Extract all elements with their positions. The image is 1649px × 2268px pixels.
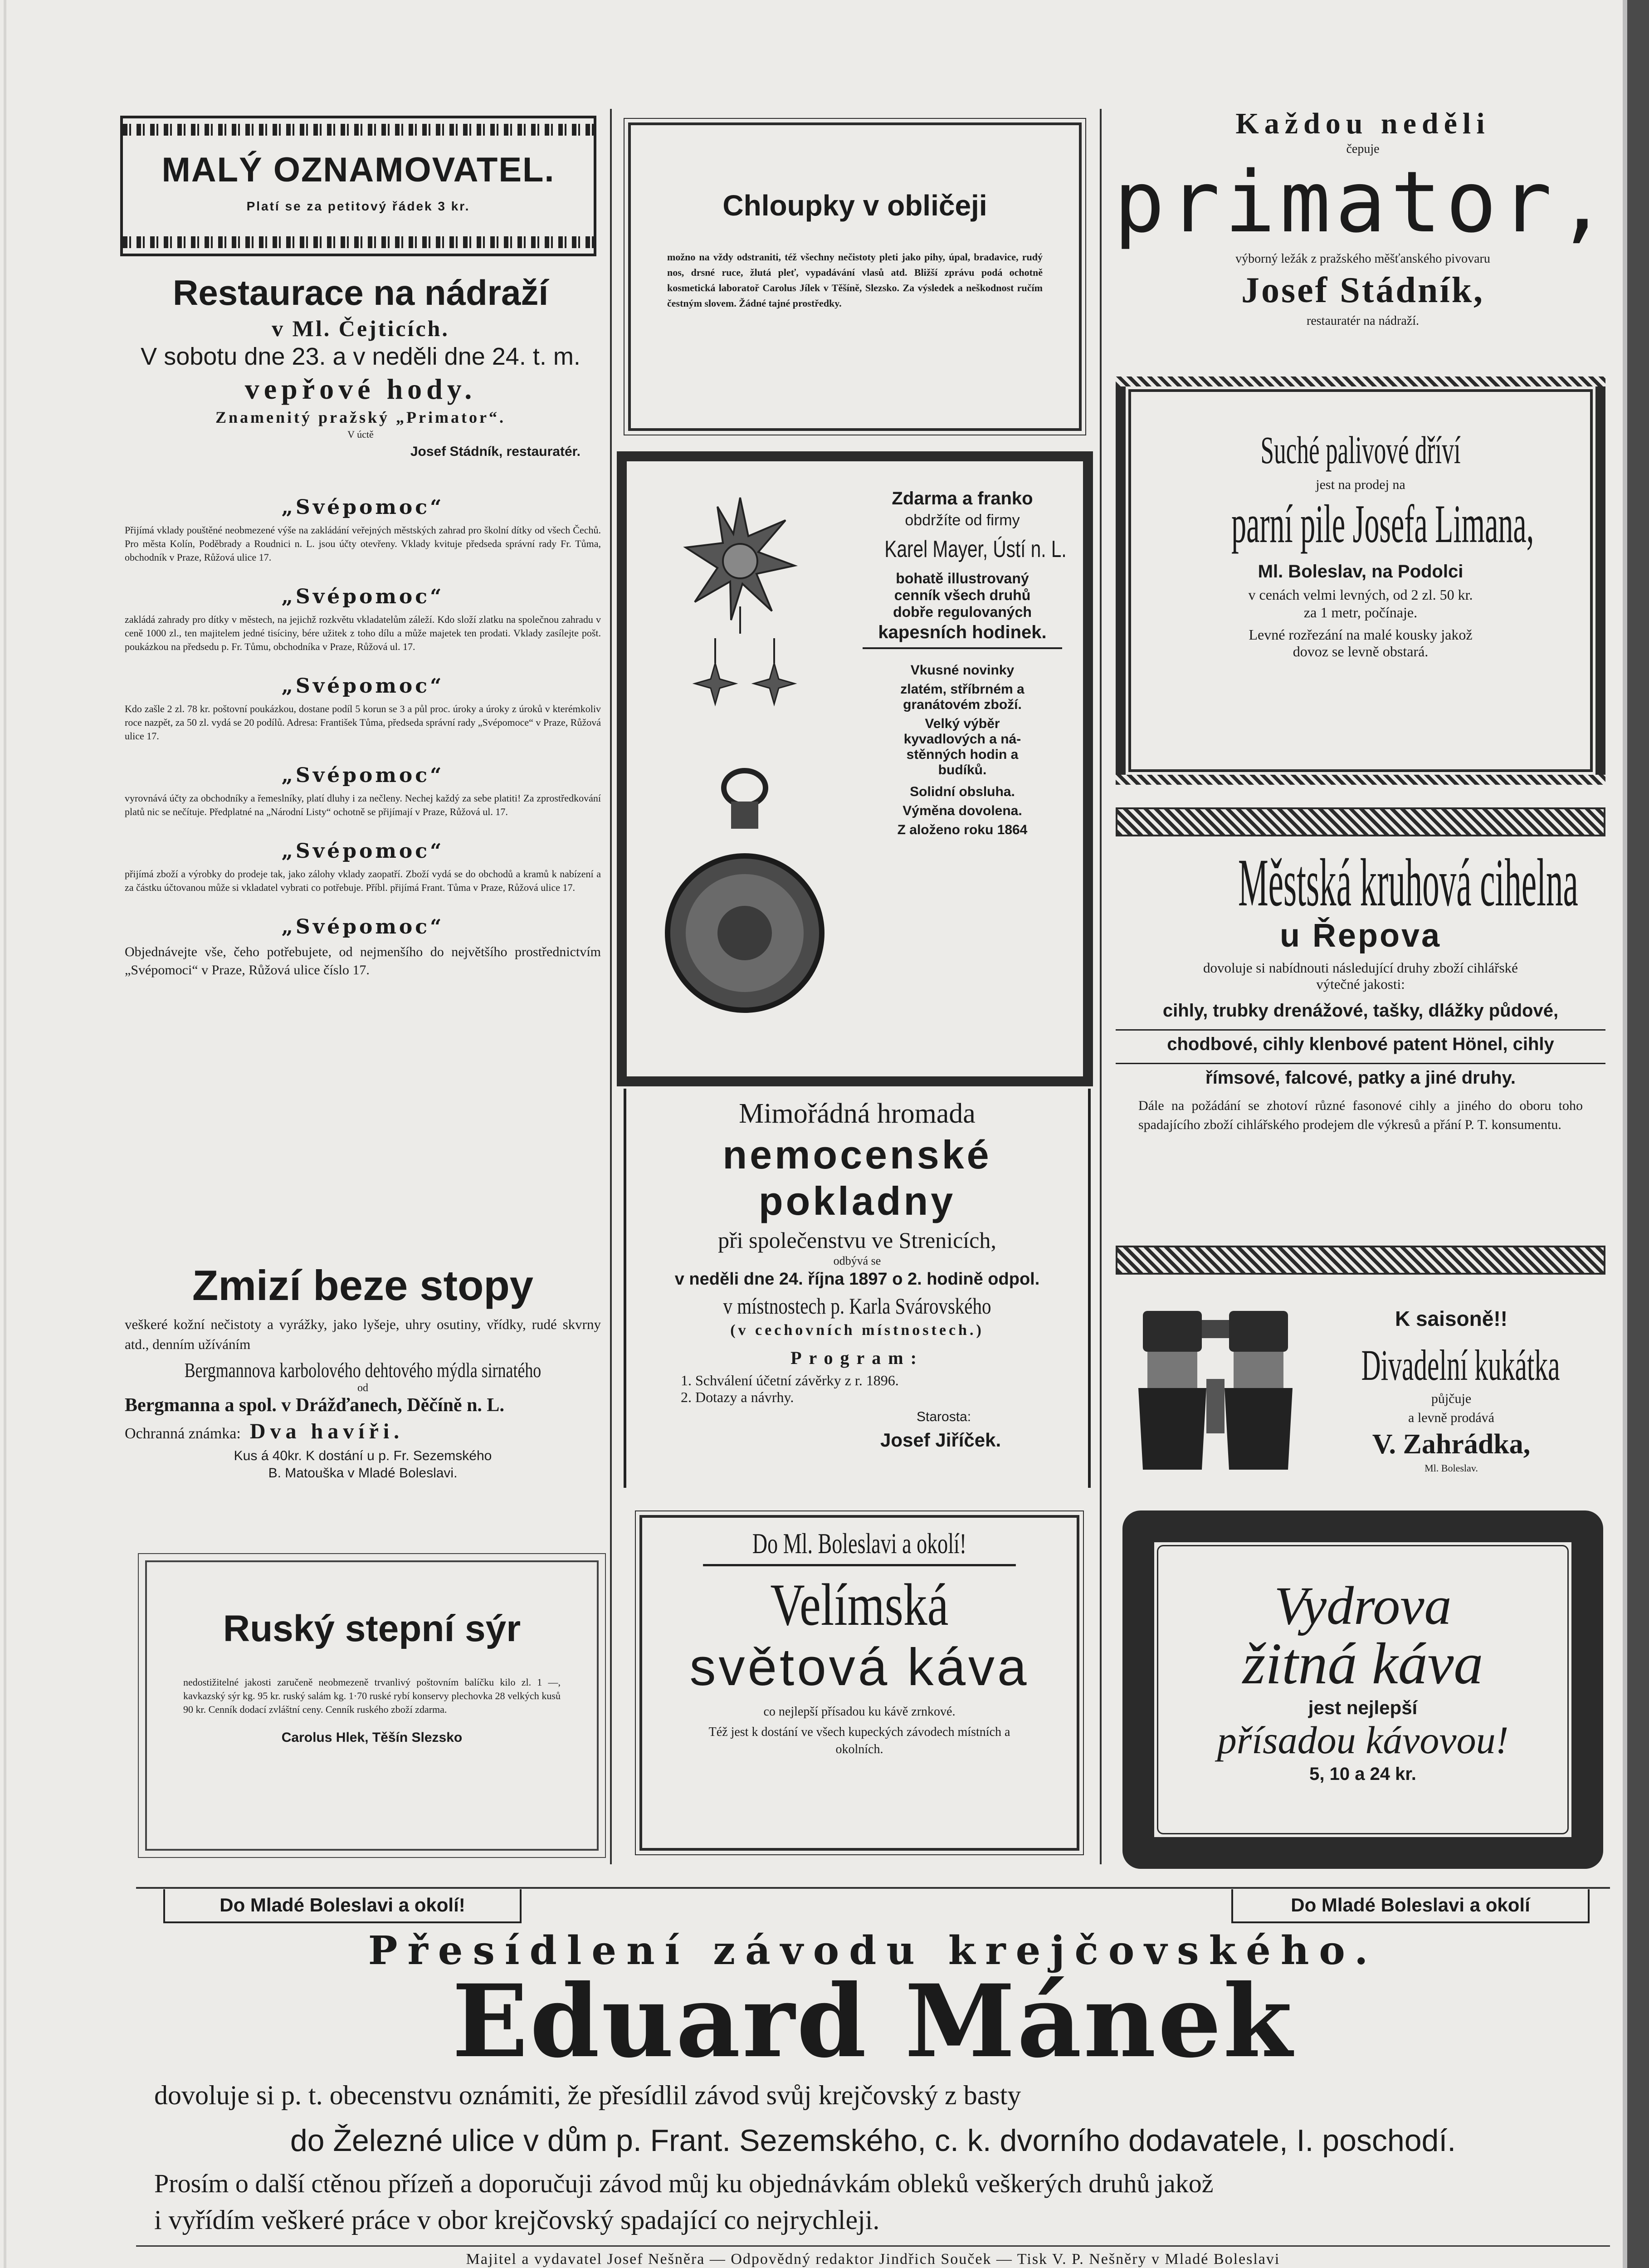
mayer-line-1: Zdarma a franko (892, 489, 1033, 508)
rusky-title: Ruský stepní sýr (223, 1608, 521, 1649)
do-right: Do Mladé Boleslavi a okolí (1291, 1894, 1530, 1916)
hromada-starosta: Starosta: (917, 1409, 971, 1424)
svepomoc-heading-3: „Svépomoc“ (281, 675, 444, 698)
bottom-line-3: Prosím o další ctěnou přízeň a doporučuji závod můj ku objednávkám obleků veškerých druhů jakož (154, 2169, 1214, 2198)
mayer-line-16: Z aloženo roku 1864 (897, 822, 1028, 837)
vydra-line-1: Vydrova (1274, 1575, 1452, 1636)
drivi-line-6: za 1 metr, počínaje. (1303, 604, 1418, 621)
kukatka-line-2: Divadelní kukátka (1361, 1341, 1560, 1389)
rusky-sign: Carolus Hlek, Těšín Slezsko (281, 1730, 463, 1745)
svepomoc-text-4: vyrovnává účty za obchodníky a řemeslníky, platí dluhy i za nečleny. Nechej každý za sebe platiti! Za zprostředkování platů nic se nečítuje. Předplatné na „Národní Listy“ ochotně se přijímají v Praze, Růžová ul. 17. (125, 792, 601, 817)
zmizi-mark: Dva havíři. (249, 1419, 404, 1443)
cihelna-line-7: římsové, falcové, patky a jiné druhy. (1116, 1063, 1605, 1088)
mayer-ad-frame (617, 451, 1093, 1086)
kukatka-ad (1116, 1297, 1605, 1488)
cihelna-border-top (1116, 807, 1605, 836)
vydra-line-2: žitná káva (1242, 1631, 1483, 1696)
mayer-line-14: Solidní obsluha. (910, 784, 1015, 799)
drivi-line-3: parní pile Josefa Limana, (1231, 494, 1534, 554)
svepomoc-text-5: přijímá zboží a výrobky do prodeje tak, jako zálohy vklady zaopatří. Zboží vydá se do obchodů a kramů k nabízení a za částku účtovanou může si vkladatel vybrati co potřebuje. Příbl. přijímá Frant. Tůma v Praze, Růžová ulice 17. (125, 868, 601, 893)
vydra-inner-frame (1157, 1545, 1569, 1834)
mayer-line-5: dobře regulovaných (893, 604, 1032, 620)
primator-kazdou: Každou neděli (1235, 107, 1490, 140)
primator-ad (1107, 107, 1619, 365)
presidleni-heading: Přesídlení závodu krejčovského. (368, 1928, 1378, 1974)
kukatka-line-4: a levně prodává (1408, 1410, 1494, 1425)
kukatka-line-1: K saisoně!! (1395, 1307, 1508, 1330)
hromada-item-1: 1. Schválení účetní závěrky z r. 1896. (681, 1372, 899, 1388)
chloupky-title: Chloupky v obličeji (722, 189, 987, 222)
drivi-line-4-text: Ml. Boleslav, na Podolci (1258, 562, 1464, 582)
primator-title: primator, (1114, 153, 1612, 251)
mayer-line-9: granátovém zboží. (903, 697, 1022, 712)
zmizi-mark-row (125, 1419, 601, 1444)
cihelna-line-1: Městská kruhová cihelna (1238, 845, 1578, 920)
cihelna-ad-frame (1116, 807, 1605, 1275)
mayer-line-2: obdržíte od firmy (905, 512, 1020, 529)
hromada-line-3: při společenstvu ve Strenicích, (718, 1227, 996, 1253)
do-right-box (1231, 1889, 1590, 1923)
drivi-line-5: v cenách velmi levných, od 2 zl. 50 kr. (1248, 587, 1473, 603)
drivi-line-7: Levné rozřezání na malé kousky jakož (1249, 626, 1473, 643)
cihelna-line-5: cihly, trubky drenážové, tašky, dlážky půdové, (1162, 1001, 1559, 1021)
zmizi-ad (125, 1261, 601, 1542)
drivi-ad-frame (1116, 376, 1605, 785)
velimska-line-3: co nejlepší přísadou ku kávě zrnkové. (763, 1705, 956, 1719)
kukatka-line-3: půjčuje (1431, 1391, 1472, 1406)
star-medal-icon (677, 489, 804, 743)
mayer-line-11: kyvadlových a ná- (903, 732, 1021, 747)
vydra-line-4: přísadou kávovou! (1217, 1718, 1509, 1762)
velimska-title-1: Velímská (770, 1571, 949, 1638)
hromada-line-6: v místnostech p. Karla Svárovského (723, 1293, 991, 1319)
restaurace-date: V sobotu dne 23. a v neděli dne 24. t. m. (141, 343, 581, 370)
bottom-line-2: do Železné ulice v dům p. Frant. Sezemského, c. k. dvorního dodavatele, I. poschodí. (290, 2123, 1456, 2158)
restaurace-sign: Josef Stádník, restauratér. (410, 444, 581, 459)
svepomoc-text-1: Přijímá vklady pouštěné neobmezené výše na zakládání veřejných městských zahrad pro školní dítky od všech Čechů. Pro města Kolín, Poděbrady a Roudnici n. L. jsou účty otevřeny. Vklady kvituje předseda správní rady Fr. Tůma, obchodník v Praze, Růžová ulice 17. (125, 524, 601, 563)
restaurace-event: vepřové hody. (244, 373, 477, 405)
svepomoc-text-6: Objednávejte vše, čeho potřebujete, od nejmenšího do největšího prostřednictvím „Svépomoci“ v Praze, Růžová ulice číslo 17. (125, 944, 601, 978)
manek-title: Eduard Mánek (452, 1962, 1294, 2080)
do-left-box (163, 1889, 522, 1923)
maly-subtitle: Platí se za petitový řádek 3 kr. (246, 199, 470, 213)
restaurace-beer: Znamenitý pražský „Primator“. (215, 408, 506, 426)
page-fold (4, 0, 6, 2268)
hromada-line-1: Mimořádná hromada (739, 1098, 976, 1129)
bottom-line-4: i vyřídím veškeré práce v obor krejčovský spadající co nejrychleji. (154, 2205, 880, 2235)
restaurace-place: v Ml. Čejticích. (272, 316, 449, 341)
cihelna-line-3: dovoluje si nabídnouti následující druhy zboží cihlářské (1203, 960, 1518, 976)
primator-stadnik: Josef Stádník, (1241, 270, 1485, 310)
mayer-line-13: budíků. (938, 763, 987, 777)
kukatka-text (1306, 1306, 1596, 1474)
frame-pattern-bottom (1116, 775, 1605, 785)
zmizi-text: veškeré kožní nečistoty a vyrážky, jako lyšeje, uhry osutiny, vřídky, rudé skvrny atd., denním užíváním (125, 1316, 601, 1352)
chain-border-bottom (123, 236, 594, 248)
cihelna-line-4: výtečné jakosti: (1316, 976, 1405, 992)
mayer-line-4: cenník všech druhů (894, 587, 1031, 603)
zmizi-od: od (357, 1382, 368, 1394)
cihelna-border-bottom (1116, 1246, 1605, 1275)
hromada-item-2: 2. Dotazy a návrhy. (681, 1389, 794, 1405)
drivi-line-1: Suché palivové dříví (1260, 428, 1461, 472)
chain-border-top (123, 124, 594, 136)
chloupky-text: možno na vždy odstraniti, též všechny nečistoty pleti jako pihy, úpal, bradavice, rudý nos, drsné ruce, žlutá pleť, vypadávání vlasů atd. Bližší zprávu podá ochotně kosmetická laboratoř Carolus Jílek v Těšíně, Slezsko. Za výsledek a neškodnost ručím čestným slovem. Žádné tajné prostředky. (667, 251, 1043, 309)
do-left: Do Mladé Boleslavi a okolí! (220, 1894, 465, 1916)
primator-vyborny: výborný ležák z pražského měšťanského pivovaru (1235, 252, 1490, 266)
page-edge-dark (1627, 0, 1649, 2268)
maly-oznamovatel-frame (120, 116, 596, 256)
footer-imprint: Majitel a vydavatel Josef Nešněra — Odpovědný redaktor Jindřich Souček — Tisk V. P. Nešněry v Mladé Boleslavi (466, 2251, 1280, 2268)
primator-stadnik-sub: restauratér na nádraží. (1307, 314, 1419, 328)
velimska-ad-frame (639, 1515, 1079, 1851)
cihelna-line-8: Dále na požádání se zhotoví různé fasonové cihly a jiného do oboru toho spadajícího zboží cihlářského prodejem dle výkresů a přání P. T. konsumentu. (1138, 1098, 1583, 1132)
svepomoc-heading-6: „Svépomoc“ (281, 915, 444, 938)
drivi-line-8: dovoz se levně obstará. (1293, 643, 1429, 660)
kukatka-line-5: V. Zahrádka, (1372, 1429, 1531, 1460)
hromada-sign: Josef Jiříček. (880, 1429, 1001, 1451)
hromada-line-5: v neděli dne 24. října 1897 o 2. hodině odpol. (674, 1270, 1040, 1289)
zmizi-maker: Bergmanna a spol. v Drážďanech, Děčíně n. L. (125, 1395, 504, 1416)
bottom-line-1: dovoluje si p. t. obecenstvu oznámiti, že přesídlil závod svůj krejčovský z basty (154, 2080, 1021, 2110)
cihelna-line-2: u Řepova (1279, 918, 1442, 954)
maly-title: MALÝ OZNAMOVATEL. (161, 151, 555, 189)
svepomoc-heading-1: „Svépomoc“ (281, 496, 444, 519)
column-rule-1 (610, 109, 612, 1864)
mayer-line-15: Výměna dovolena. (903, 803, 1022, 818)
hromada-line-2: nemocenské pokladny (722, 1132, 992, 1223)
zmizi-seller: B. Matouška v Mladé Boleslavi. (268, 1466, 458, 1481)
vydra-line-3: jest nejlepší (1308, 1696, 1418, 1718)
hromada-ad-frame (624, 1089, 1091, 1488)
chloupky-ad-frame (628, 122, 1082, 431)
restaurace-v-ucte: V úctě (347, 429, 374, 440)
drivi-line-2: jest na prodej na (1316, 477, 1405, 492)
bottom-top-rule (136, 1887, 1610, 1889)
page-edge-light (1623, 0, 1627, 2268)
svepomoc-text-3: Kdo zašle 2 zl. 78 kr. poštovní poukázkou, dostane podíl 5 korun se 3 a půl proc. úroky a úroky z úroků v kterémkoliv roce nazpět, za 50 zl. vydá se 20 podílů. Adresa: František Tůma, předseda správní rady „Svépomoce“ v Praze, Růžová ulice 17. (125, 703, 601, 742)
column-rule-2 (1100, 109, 1102, 1864)
vydra-line-5: 5, 10 a 24 kr. (1309, 1764, 1416, 1784)
mayer-line-8: zlatém, stříbrném a (900, 682, 1025, 697)
footer-rule (136, 2245, 1610, 2247)
svepomoc-block (125, 488, 601, 1154)
svepomoc-text-2: zakládá zahrady pro dítky v městech, na jejichž rozkvětu vkladatelům záleží. Kdo složí zlatku na společnou zahradu v ceně 1000 zl., ten majitelem jedné tisíciny, bére užitek z toho dílu a může majetek ten prodati. Vklady zasílejte pošt. poukázkou na předsedu p. Fr. Tůmu, obchodníka v Praze, Růžová ul. 17. (125, 614, 601, 652)
opera-glasses-icon (1134, 1306, 1297, 1479)
zmizi-ochranna: Ochranná známka: (125, 1425, 241, 1442)
mayer-text (863, 489, 1067, 838)
svepomoc-heading-5: „Svépomoc“ (281, 840, 444, 863)
mayer-name: Karel Mayer, Ústí n. L. (884, 536, 1067, 562)
rusky-ad-frame (145, 1560, 599, 1851)
zmizi-title: Zmizí beze stopy (192, 1261, 534, 1309)
mayer-line-6: kapesních hodinek. (863, 622, 1062, 649)
velimska-line-4: Též jest k dostání ve všech kupeckých závodech místních a okolních. (708, 1725, 1010, 1756)
pocket-watch-icon (663, 761, 826, 1042)
hromada-line-7: (v cechovních místnostech.) (730, 1322, 984, 1339)
kukatka-line-6: Ml. Boleslav. (1425, 1462, 1478, 1474)
svepomoc-heading-2: „Svépomoc“ (281, 585, 444, 608)
vydra-ad-frame (1122, 1510, 1603, 1869)
zmizi-product: Bergmannova karbolového dehtového mýdla sirnatého (184, 1359, 542, 1382)
cihelna-line-6: chodbové, cihly klenbové patent Hönel, cihly (1116, 1029, 1605, 1055)
velimska-title-2: světová káva (689, 1637, 1029, 1696)
restaurace-ad (122, 272, 599, 485)
mayer-line-3: bohatě illustrovaný (896, 570, 1029, 587)
hromada-program: Program: (790, 1348, 924, 1368)
mayer-line-10: Velký výběr (925, 716, 1000, 731)
mayer-line-7: Vkusné novinky (910, 663, 1015, 678)
primator-cepuje: čepuje (1346, 142, 1380, 156)
mayer-line-12: stěnných hodin a (906, 747, 1019, 762)
restaurace-title: Restaurace na nádraží (172, 273, 549, 313)
rusky-text: nedostižitelné jakosti zaručeně neobmezeně trvanlivý poštovním balíčku kilo zl. 1 —, kavkazský sýr kg. 95 kr. ruský salám kg. 1·70 ruské rybí konservy plechovka 28 velkých kusů 90 kr. Cenník dodací zvláštní ceny. Cenník ruského zboží zdarma. (183, 1677, 561, 1715)
drivi-line-4 (1126, 562, 1595, 582)
zmizi-price: Kus á 40kr. K dostání u p. Fr. Sezemského (234, 1448, 492, 1463)
velimska-top: Do Ml. Boleslavi a okolí! (703, 1527, 1016, 1566)
hromada-line-4: odbývá se (833, 1254, 881, 1267)
svepomoc-heading-4: „Svépomoc“ (281, 764, 444, 787)
frame-pattern-top (1116, 376, 1605, 386)
